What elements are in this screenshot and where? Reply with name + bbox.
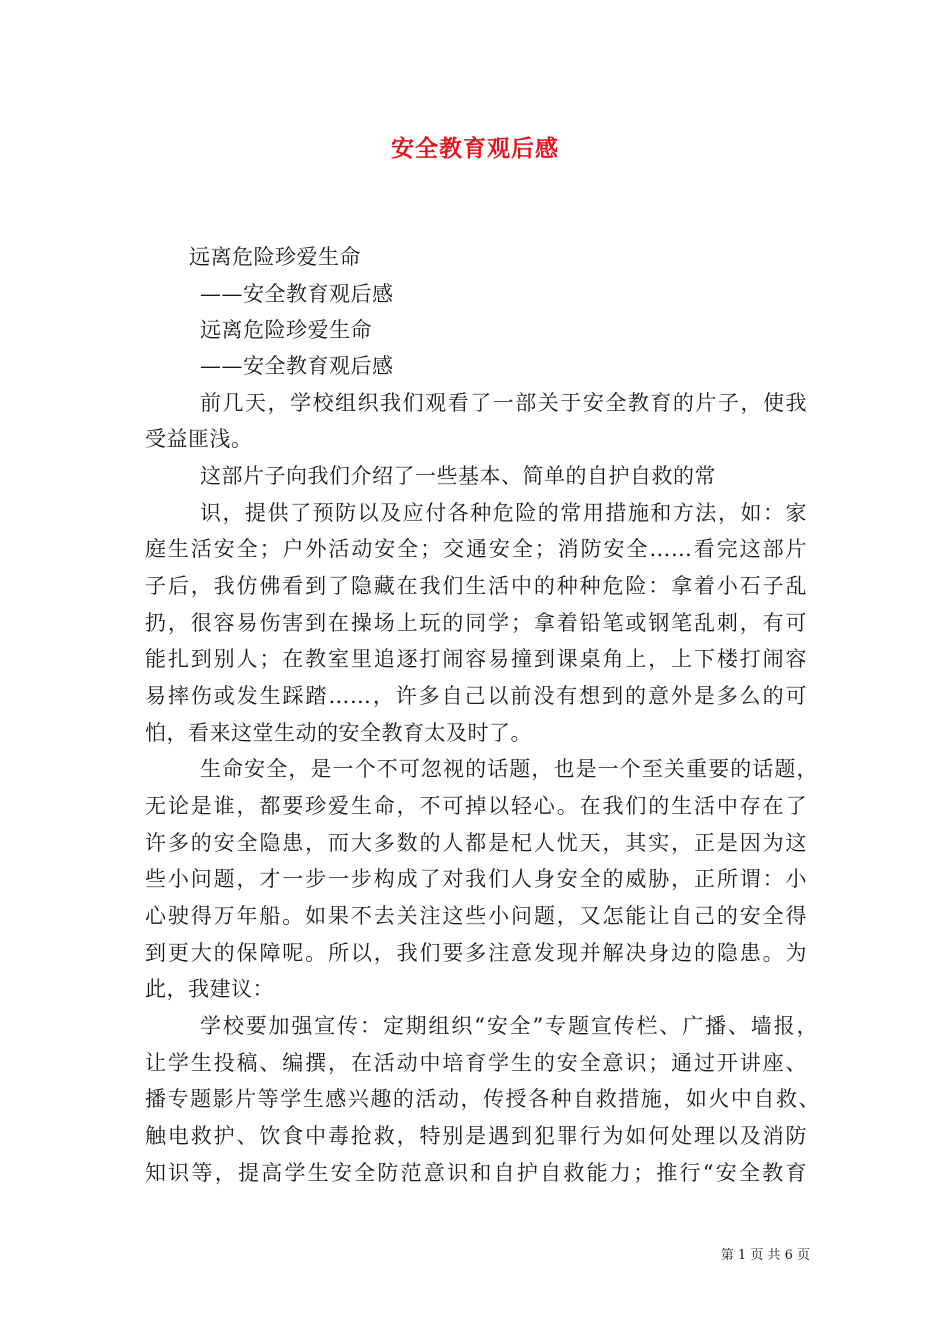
- text-line: 识，提供了预防以及应付各种危险的常用措施和方法，如：家: [200, 501, 807, 525]
- text-line: ——安全教育观后感: [200, 282, 394, 306]
- text-line: 到更大的保障呢。所以，我们要多注意发现并解决身边的隐患。为: [145, 941, 807, 965]
- text-line: 子后，我仿佛看到了隐藏在我们生活中的种种危险：拿着小石子乱: [145, 574, 807, 598]
- text-line: 许多的安全隐患，而大多数的人都是杞人忧天，其实，正是因为这: [145, 831, 807, 855]
- text-line: 远离危险珍爱生命: [189, 245, 361, 269]
- text-line: 远离危险珍爱生命: [200, 318, 372, 342]
- text-line: 怕，看来这堂生动的安全教育太及时了。: [145, 721, 532, 745]
- text-line: 易摔伤或发生踩踏……，许多自己以前没有想到的意外是多么的可: [145, 684, 807, 708]
- text-line: 受益匪浅。: [145, 427, 253, 451]
- text-line: 知识等，提高学生安全防范意识和自护自救能力；推行“安全教育: [145, 1161, 807, 1185]
- text-line: 让学生投稿、编撰，在活动中培育学生的安全意识；通过开讲座、: [145, 1051, 807, 1075]
- text-line: 这部片子向我们介绍了一些基本、简单的自护自救的常: [200, 464, 716, 488]
- text-line: 触电救护、饮食中毒抢救，特别是遇到犯罪行为如何处理以及消防: [145, 1124, 807, 1148]
- document-title: 安全教育观后感: [391, 135, 559, 162]
- text-line: 此，我建议：: [145, 977, 274, 1001]
- text-line: 些小问题，才一步一步构成了对我们人身安全的威胁，正所谓：小: [145, 867, 807, 891]
- text-line: 播专题影片等学生感兴趣的活动，传授各种自救措施，如火中自救、: [145, 1087, 820, 1111]
- text-line: 心驶得万年船。如果不去关注这些小问题，又怎能让自己的安全得: [145, 904, 807, 928]
- text-line: 学校要加强宣传：定期组织“安全”专题宣传栏、广播、墙报，: [200, 1014, 818, 1038]
- text-line: ——安全教育观后感: [200, 354, 394, 378]
- text-line: 能扎到别人；在教室里追逐打闹容易撞到课桌角上，上下楼打闹容: [145, 647, 807, 671]
- text-line: 无论是谁，都要珍爱生命，不可掉以轻心。在我们的生活中存在了: [145, 794, 807, 818]
- text-line: 生命安全，是一个不可忽视的话题，也是一个至关重要的话题，: [200, 757, 818, 781]
- text-line: 前几天，学校组织我们观看了一部关于安全教育的片子，使我: [200, 391, 807, 415]
- text-line: 庭生活安全；户外活动安全；交通安全；消防安全……看完这部片: [145, 537, 807, 561]
- page-number: 第 1 页 共 6 页: [720, 1248, 810, 1263]
- text-line: 扔，很容易伤害到在操场上玩的同学；拿着铅笔或钢笔乱刺，有可: [145, 611, 807, 635]
